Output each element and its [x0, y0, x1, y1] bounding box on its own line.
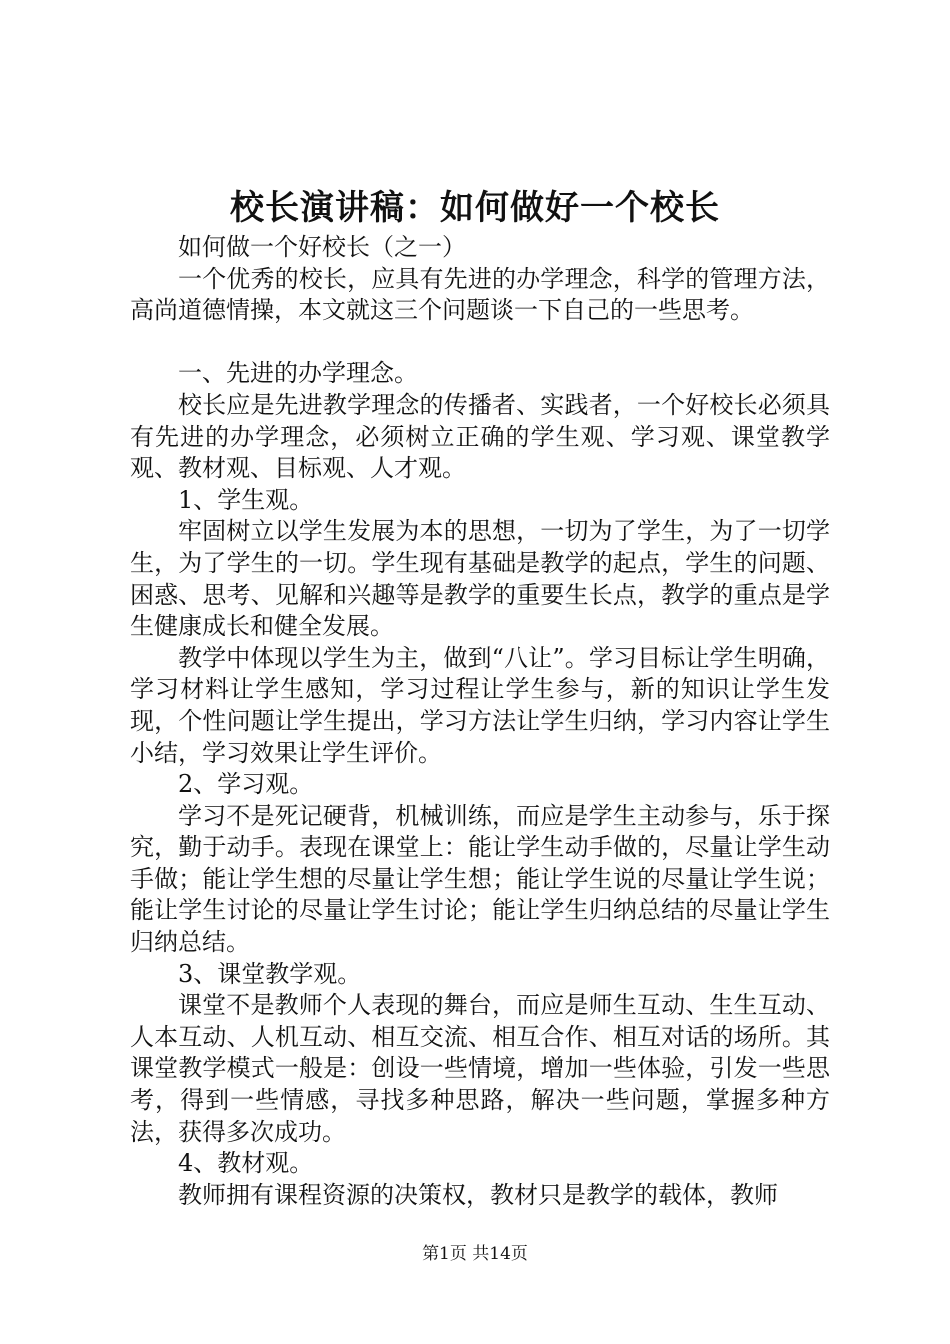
section-heading-philosophy: 一、先进的办学理念。 [178, 359, 418, 388]
paragraph-textbook-view: 教师拥有课程资源的决策权，教材只是教学的载体，教师 [178, 1180, 778, 1209]
subheading-learning-view: 2、学习观。 [178, 770, 314, 799]
document-body [130, 232, 830, 1211]
page-number-footer: 第1页 共14页 [422, 1244, 528, 1264]
paragraph-student-view-1: 牢固树立以学生发展为本的思想，一切为了学生，为了一切学生，为了学生的一切。学生现有基础是教学的起点，学生的问题、困惑、思考、见解和兴趣等是教学的重要生长点，教学的重点是学生健康成长和健全发展。 [130, 517, 830, 641]
subheading-student-view: 1、学生观。 [178, 485, 314, 514]
paragraph-classroom-view: 课堂不是教师个人表现的舞台，而应是师生互动、生生互动、人本互动、人机互动、相互交流、相互合作、相互对话的场所。其课堂教学模式一般是：创设一些情境，增加一些体验，引发一些思考，得到一些情感，寻找多种思路，解决一些问题，掌握多种方法，获得多次成功。 [130, 991, 830, 1146]
paragraph-learning-view: 学习不是死记硬背，机械训练，而应是学生主动参与，乐于探究，勤于动手。表现在课堂上：能让学生动手做的，尽量让学生动手做；能让学生想的尽量让学生想；能让学生说的尽量让学生说；能让学生讨论的尽量让学生讨论；能让学生归纳总结的尽量让学生归纳总结。 [130, 801, 830, 957]
paragraph-blank [130, 327, 830, 359]
paragraph-intro: 一个优秀的校长，应具有先进的办学理念，科学的管理方法，高尚道德情操，本文就这三个问题谈一下自己的一些思考。 [130, 264, 830, 325]
document-title: 校长演讲稿：如何做好一个校长 [230, 188, 720, 228]
subheading-classroom-view: 3、课堂教学观。 [178, 959, 362, 988]
paragraph-subtitle: 如何做一个好校长（之一） [178, 233, 466, 261]
paragraph-student-view-2: 教学中体现以学生为主，做到“八让”。学习目标让学生明确，学习材料让学生感知，学习过程让学生参与，新的知识让学生发现，个性问题让学生提出，学习方法让学生归纳，学习内容让学生小结，学习效果让学生评价。 [130, 643, 830, 767]
subheading-textbook-view: 4、教材观。 [178, 1149, 314, 1178]
paragraph-philosophy: 校长应是先进教学理念的传播者、实践者，一个好校长必须具有先进的办学理念，必须树立正确的学生观、学习观、课堂教学观、教材观、目标观、人才观。 [130, 390, 830, 483]
